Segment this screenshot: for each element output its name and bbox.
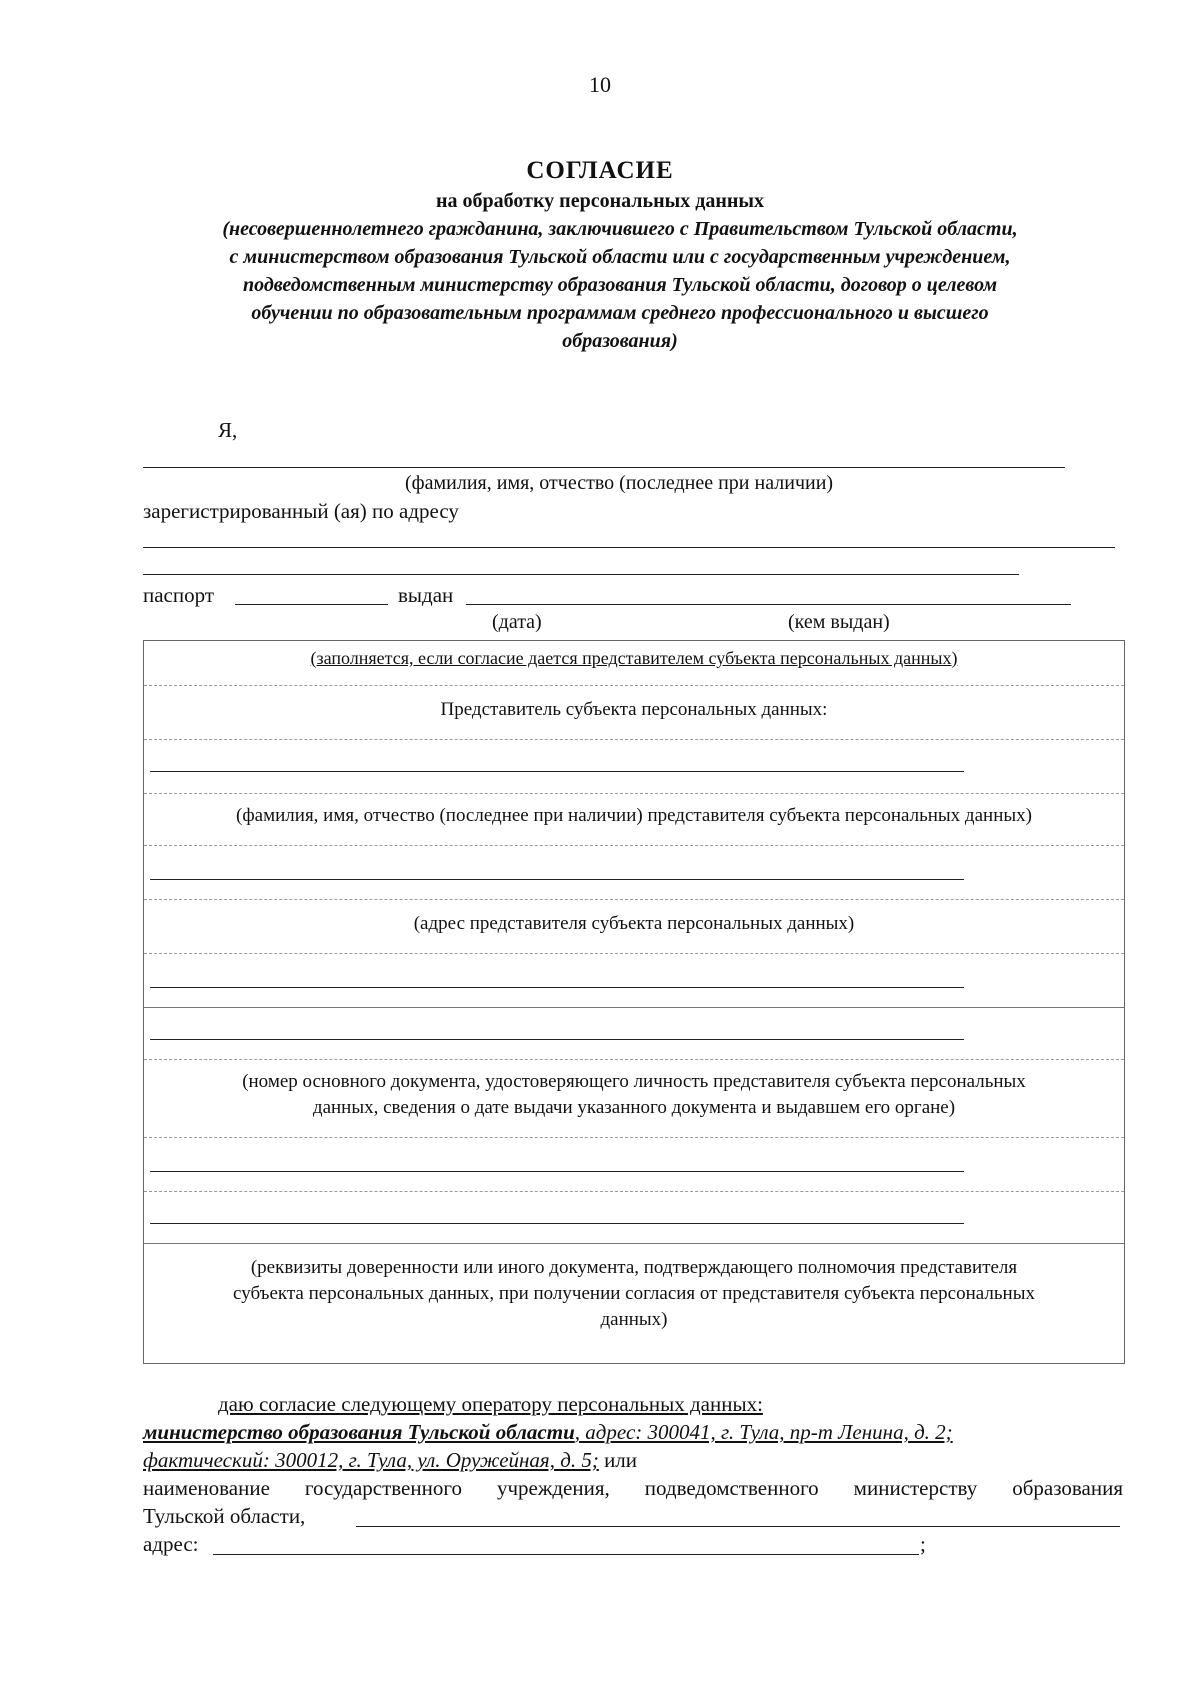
representative-document-caption-1: (номер основного документа, удостоверяющего личность представителя субъекта персональных (242, 1071, 1026, 1092)
address-fill-line-2[interactable] (143, 574, 1019, 575)
passport-label: паспорт (143, 583, 215, 607)
passport-fill-line[interactable] (235, 604, 388, 605)
document-description (140, 215, 1100, 355)
registered-label: зарегистрированный (ая) по адресу (143, 499, 459, 523)
description-line: образования) (562, 330, 678, 352)
row-divider (144, 685, 1124, 686)
issued-fill-line[interactable] (466, 604, 1071, 605)
document-title: СОГЛАСИЕ (526, 157, 674, 184)
row-divider (144, 1007, 1124, 1008)
address-semicolon: ; (920, 1532, 926, 1556)
description-line: (несовершеннолетнего гражданина, заключившего с Правительством Тульской области, (222, 218, 1018, 240)
row-divider (144, 1243, 1124, 1244)
representative-address-caption: (адрес представителя субъекта персональных данных) (413, 913, 855, 934)
row-divider (144, 899, 1124, 900)
description-line: обучении по образовательным программам среднего профессионального и высшего (251, 302, 989, 324)
document-subtitle: на обработку персональных данных (436, 190, 764, 212)
representative-address-fill-line[interactable] (150, 879, 964, 880)
operator-actual-address-line (143, 1448, 637, 1473)
row-divider (144, 845, 1124, 846)
representative-fio-fill-line[interactable] (150, 771, 964, 772)
representative-poa-caption-3: данных) (600, 1309, 668, 1330)
issuer-caption: (кем выдан) (788, 611, 890, 633)
description-line: подведомственным министерству образования Тульской области, договор о целевом (242, 274, 998, 296)
row-divider (144, 739, 1124, 740)
page-number: 10 (589, 72, 611, 97)
operator-actual-address: фактический: 300012, г. Тула, ул. Оружейная, д. 5; (143, 1448, 599, 1472)
fio-caption: (фамилия, имя, отчество (последнее при наличии) (405, 472, 834, 494)
representative-fio-caption: (фамилия, имя, отчество (последнее при наличии) представителя субъекта персональных данных) (236, 805, 1032, 826)
representative-document-fill-line-2[interactable] (150, 1039, 964, 1040)
representative-poa-caption-2: субъекта персональных данных, при получении согласия от представителя субъекта персональных (233, 1283, 1035, 1304)
representative-note-text: (заполняется, если согласие дается представителем субъекта персональных данных) (310, 648, 958, 668)
row-divider (144, 953, 1124, 954)
institution-address-fill-line[interactable] (213, 1554, 919, 1555)
representative-document-caption-2: данных, сведения о дате выдачи указанного документа и выдавшем его органе) (312, 1097, 956, 1118)
row-divider (144, 793, 1124, 794)
operator-ministry-line (143, 1420, 953, 1445)
institution-line: наименование государственного учреждения, подведомственного министерству образования (143, 1476, 1123, 1500)
representative-poa-caption-1: (реквизиты доверенности или иного документа, подтверждающего полномочия представителя (250, 1257, 1018, 1278)
fio-fill-line[interactable] (143, 467, 1065, 468)
operator-ministry-name: министерство образования Тульской области (143, 1420, 575, 1444)
operator-heading: даю согласие следующему оператору персональных данных: (218, 1392, 763, 1416)
ya-label: Я, (218, 418, 238, 442)
representative-document-fill-line-1[interactable] (150, 987, 964, 988)
row-divider (144, 1191, 1124, 1192)
representative-note (144, 645, 1124, 671)
date-caption: (дата) (492, 611, 542, 633)
representative-poa-fill-line-1[interactable] (150, 1171, 964, 1172)
row-divider (144, 1137, 1124, 1138)
institution-address-label: адрес: (143, 1532, 199, 1556)
representative-table (143, 640, 1125, 1364)
operator-or: или (598, 1448, 638, 1472)
issued-label: выдан (398, 583, 454, 607)
row-divider (144, 1059, 1124, 1060)
representative-poa-fill-line-2[interactable] (150, 1223, 964, 1224)
description-line: с министерством образования Тульской области или с государственным учреждением, (229, 246, 1011, 268)
region-label: Тульской области, (143, 1504, 306, 1528)
institution-fill-line[interactable] (356, 1526, 1120, 1527)
representative-heading: Представитель субъекта персональных данных: (440, 699, 828, 720)
operator-address: , адрес: 300041, г. Тула, пр-т Ленина, д. 2; (574, 1420, 953, 1444)
address-fill-line-1[interactable] (143, 547, 1115, 548)
